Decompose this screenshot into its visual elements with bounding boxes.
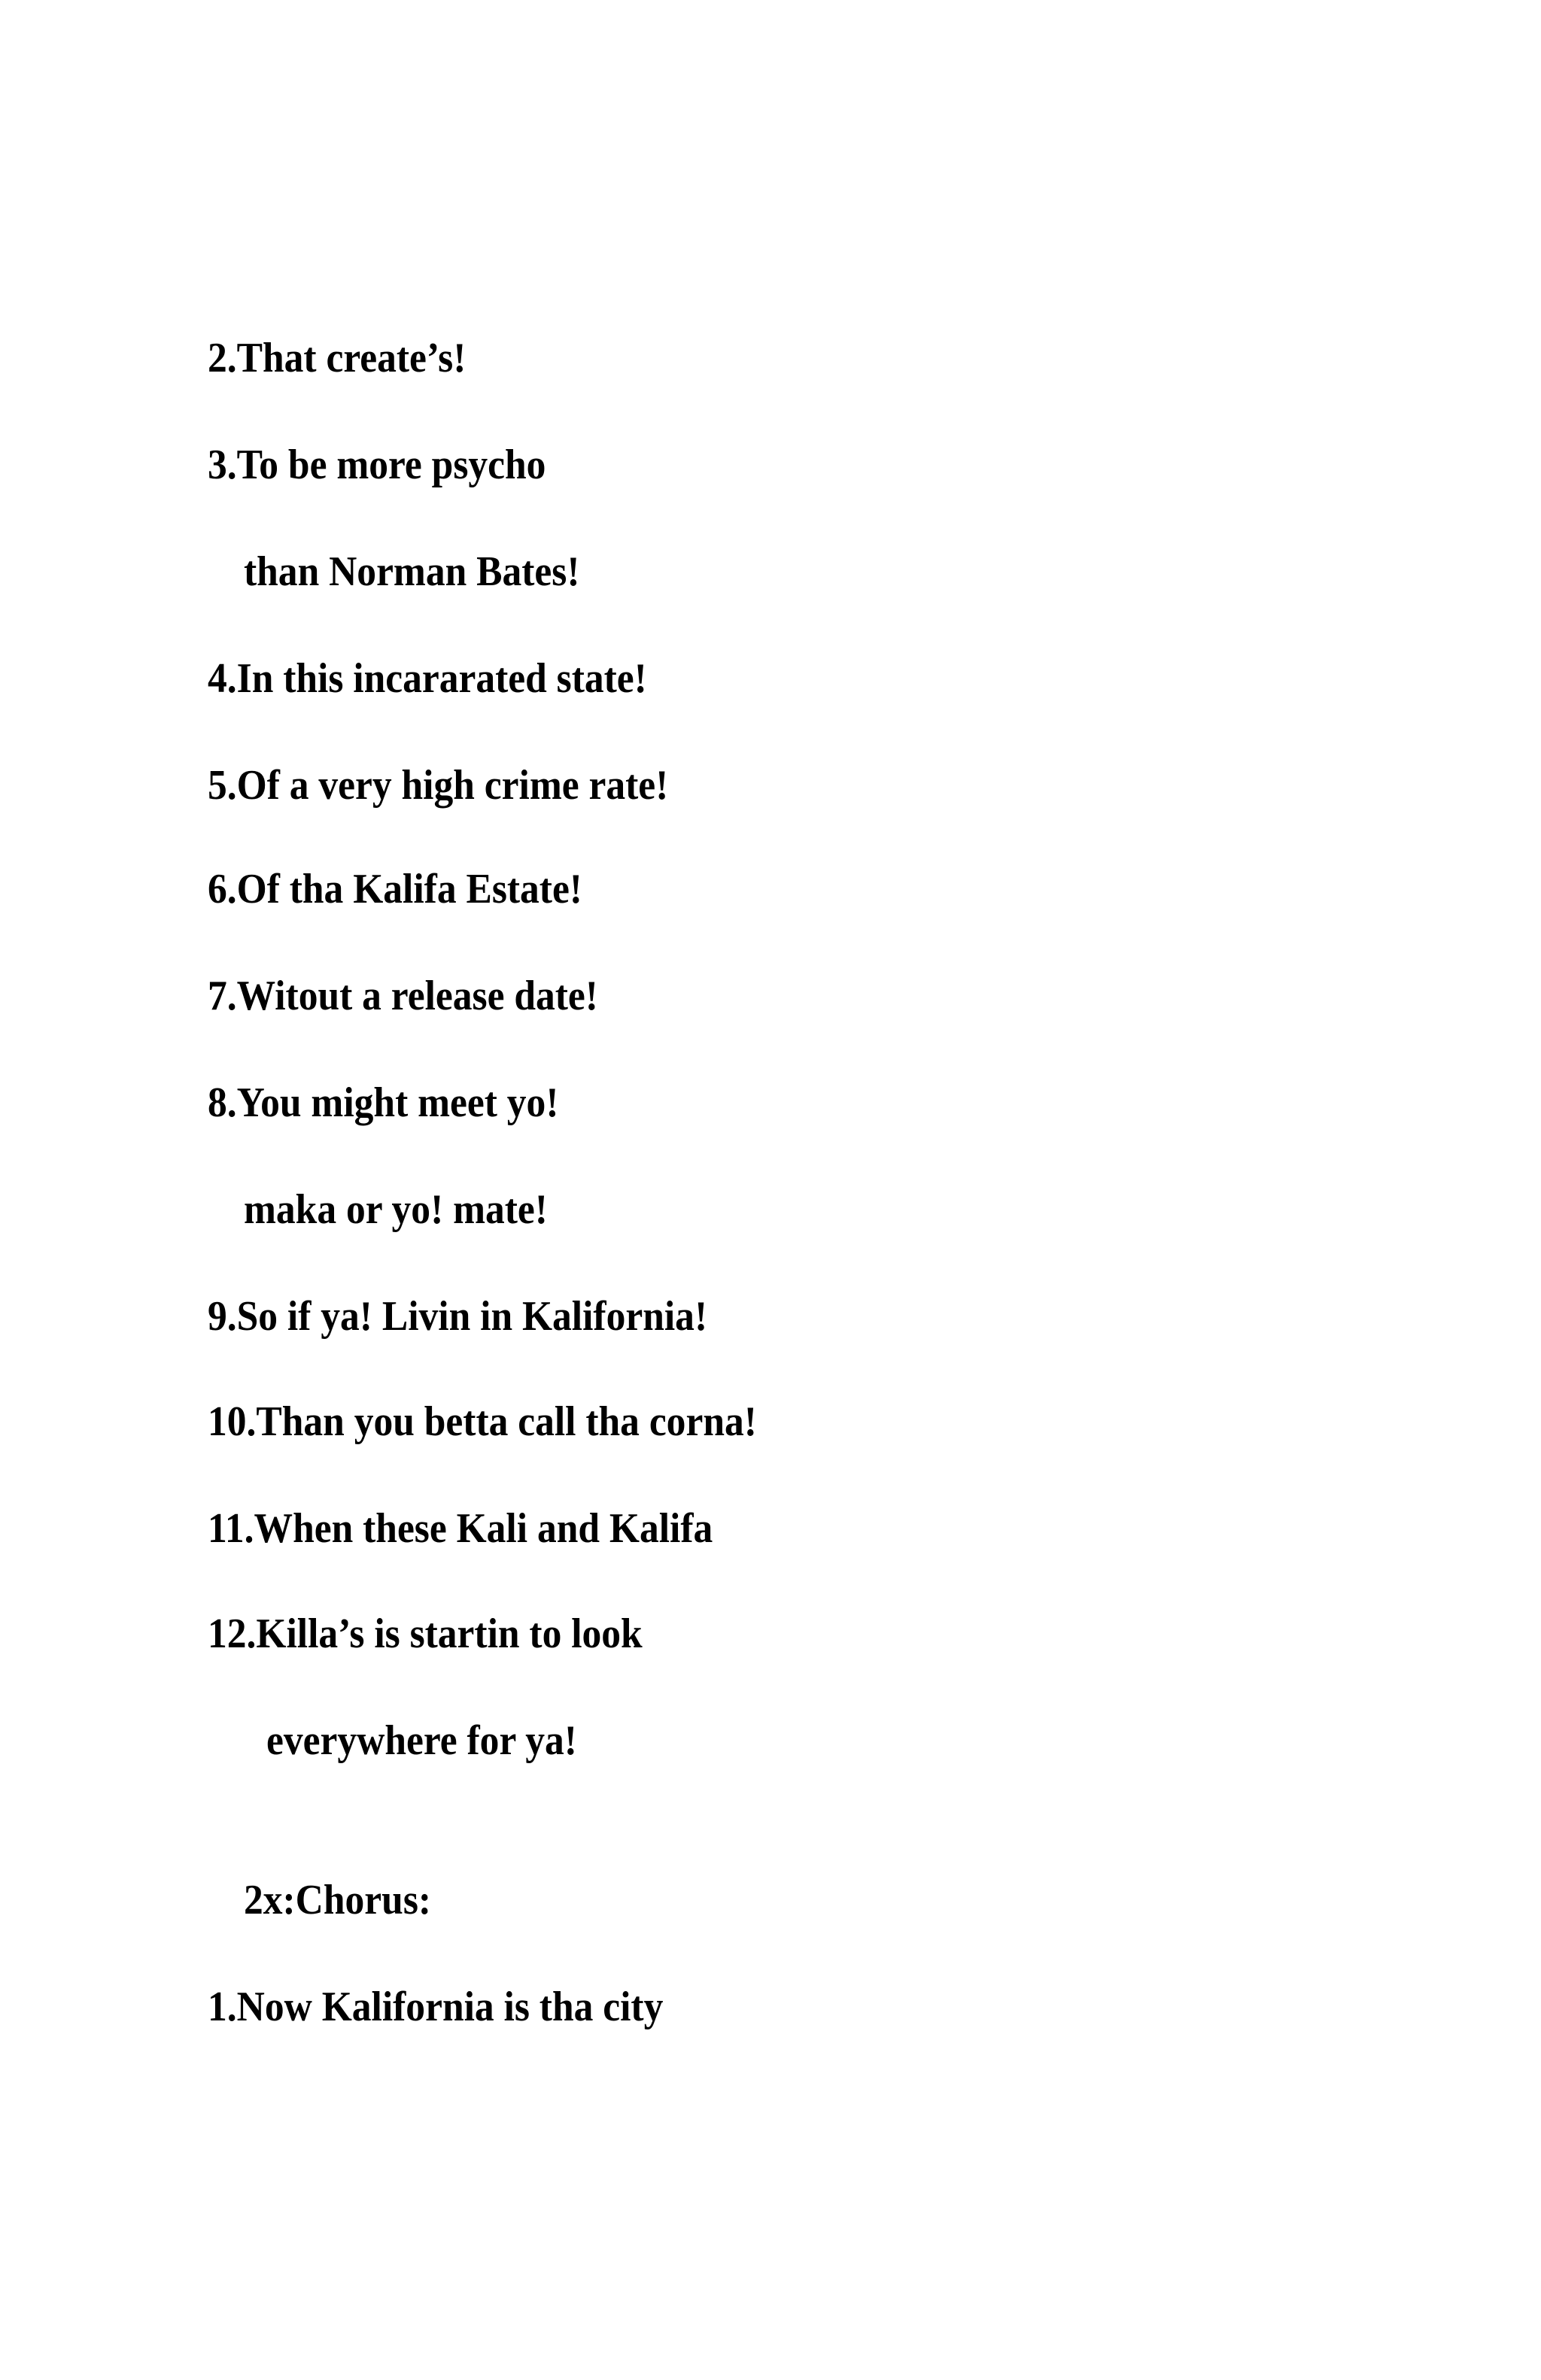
lyric-line: 5.Of a very high crime rate!: [208, 762, 669, 809]
chorus-heading: 2x:Chorus:: [244, 1877, 432, 1923]
lyric-line: 7.Witout a release date!: [208, 973, 598, 1019]
lyric-line: 1.Now Kalifornia is tha city: [208, 1984, 664, 2030]
lyric-line: 8.You might meet yo!: [208, 1079, 559, 1126]
lyric-line: 4.In this incararated state!: [208, 655, 647, 702]
lyric-line-continuation: maka or yo! mate!: [244, 1186, 548, 1233]
lyric-line-continuation: than Norman Bates!: [244, 548, 580, 595]
lyric-line: 12.Killa’s is startin to look: [208, 1610, 643, 1657]
lyric-line: 3.To be more psycho: [208, 442, 546, 488]
lyric-line: 11.When these Kali and Kalifa: [208, 1505, 713, 1552]
lyric-line-continuation: everywhere for ya!: [266, 1717, 577, 1764]
lyric-line: 6.Of tha Kalifa Estate!: [208, 866, 582, 912]
lyric-line: 10.Than you betta call tha corna!: [208, 1398, 757, 1445]
lyric-line: 9.So if ya! Livin in Kalifornia!: [208, 1293, 708, 1340]
lyric-line: 2.That create’s!: [208, 335, 467, 381]
